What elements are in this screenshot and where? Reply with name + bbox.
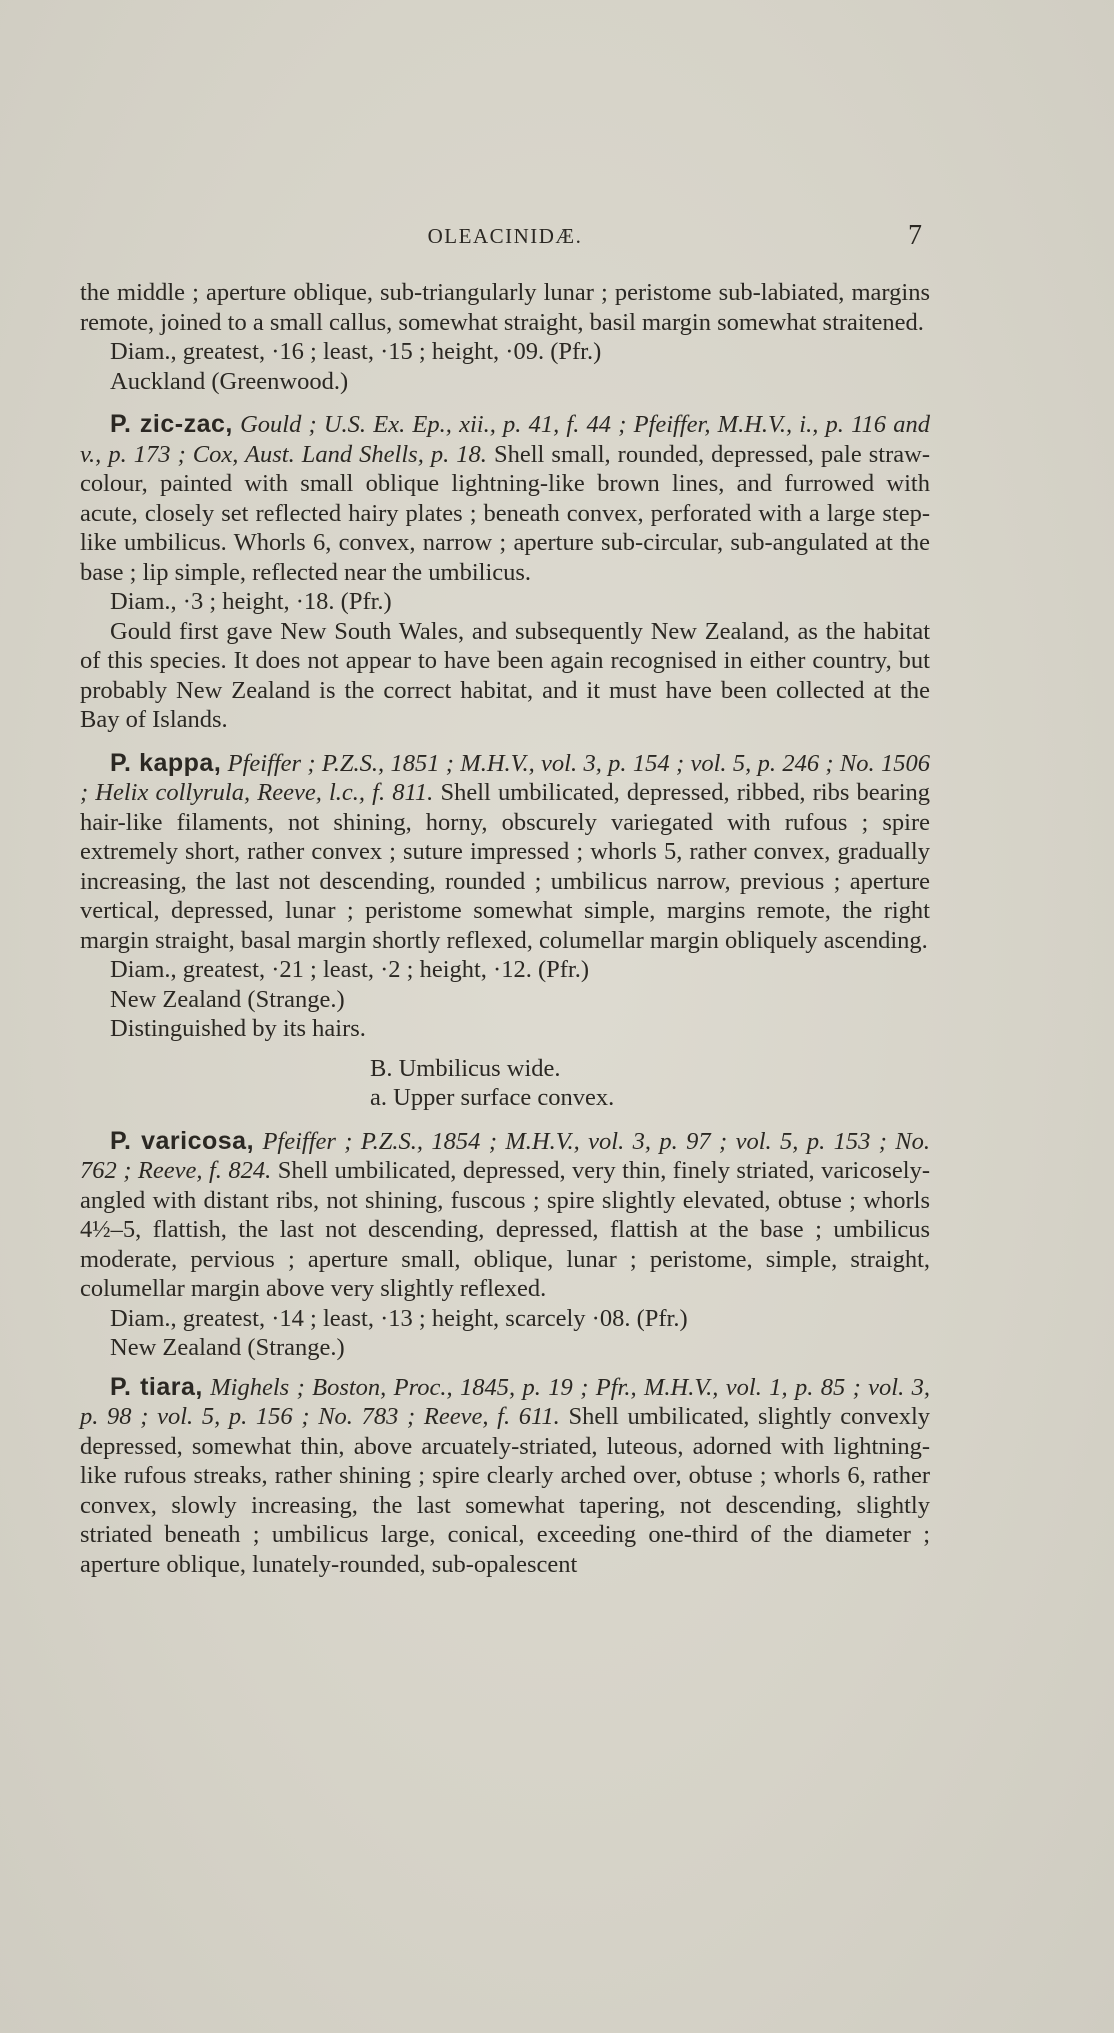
entry-varicosa	[80, 1127, 930, 1304]
page-header	[80, 220, 930, 260]
section-heading-a: a. Upper surface convex.	[370, 1084, 615, 1111]
species-description: Shell small, rounded, depressed, pale straw-colour, painted with small oblique lightning-like brown lines, and furrowed with acute, closely set reflected hairy plates ; beneath convex, perforated with a large step-like umbilicus. Whorls 6, convex, narrow ; aperture sub-circular, sub-angulated at the base ; lip simple, reflected near the umbilicus.	[80, 440, 931, 586]
kappa-note: Distinguished by its hairs.	[110, 1015, 366, 1042]
running-head: OLEACINIDÆ.	[427, 224, 583, 248]
zic-zac-note: Gould first gave New South Wales, and subsequently New Zealand, as the habitat of this species. It does not appear to have been again recognised in either country, but probably New Zealand is the correct habitat, and it must have been collected at the Bay of Islands.	[80, 617, 930, 733]
kappa-locality: New Zealand (Strange.)	[110, 985, 345, 1013]
species-name: P. zic-zac,	[110, 410, 233, 438]
varicosa-diameter: Diam., greatest, ·14 ; least, ·13 ; height, scarcely ·08. (Pfr.)	[110, 1304, 688, 1332]
kappa-diameter: Diam., greatest, ·21 ; least, ·2 ; height, ·12. (Pfr.)	[110, 956, 589, 983]
species-reference: Mighels ; Boston, Proc., 1845, p. 19 ; Pfr., M.H.V., vol. 1, p. 85 ; vol. 3, p. 98 ; vol. 5, p. 156 ; No. 783 ; Reeve, f. 611.	[80, 1373, 930, 1430]
species-reference: Pfeiffer ; P.Z.S., 1851 ; M.H.V., vol. 3, p. 154 ; vol. 5, p. 246 ; No. 1506 ; Helix collyrula, Reeve, l.c., f. 811.	[80, 749, 930, 806]
carryover-diameter: Diam., greatest, ·16 ; least, ·15 ; height, ·09. (Pfr.)	[110, 338, 602, 365]
species-name: P. kappa,	[110, 748, 222, 777]
entry-kappa	[80, 749, 930, 956]
carryover-locality: Auckland (Greenwood.)	[110, 367, 349, 395]
section-heading-b: B. Umbilicus wide.	[370, 1054, 561, 1082]
entry-tiara	[80, 1373, 930, 1580]
species-name: P. tiara,	[110, 1372, 203, 1401]
entry-zic-zac	[80, 410, 930, 587]
page-number: 7	[908, 220, 922, 251]
varicosa-locality: New Zealand (Strange.)	[110, 1334, 345, 1361]
species-description: Shell umbilicated, slightly convexly depressed, somewhat thin, above arcuately-striated, luteous, adorned with lightning-like rufous streaks, rather shining ; spire clearly arched over, obtuse ; whorls 6, rather convex, slowly increasing, the last somewhat tapering, not descending, slightly striated beneath ; umbilicus large, conical, exceeding one-third of the diameter ; aperture oblique, lunately-rounded, sub-opalescent	[80, 1403, 931, 1578]
species-reference: Gould ; U.S. Ex. Ep., xii., p. 41, f. 44 ; Pfeiffer, M.H.V., i., p. 116 and v., p. 173 ; Cox, Aust. Land Shells, p. 18.	[80, 411, 930, 468]
body-text	[80, 278, 930, 1579]
species-description: Shell umbilicated, depressed, ribbed, ribs bearing hair-like filaments, not shining, horny, obscurely variegated with rufous ; spire extremely short, rather convex ; suture impressed ; whorls 5, rather convex, gradually increasing, the last not descending, rounded ; umbilicus narrow, previous ; aperture vertical, depressed, lunar ; peristome somewhat simple, margins remote, the right margin straight, basal margin shortly reflexed, columellar margin obliquely ascending.	[80, 779, 930, 954]
species-name: P. varicosa,	[110, 1126, 255, 1155]
carryover-paragraph: the middle ; aperture oblique, sub-triangularly lunar ; peristome sub-labiated, margins remote, joined to a small callus, somewhat straight, basil margin somewhat straitened.	[80, 279, 930, 336]
species-reference: Pfeiffer ; P.Z.S., 1854 ; M.H.V., vol. 3, p. 97 ; vol. 5, p. 153 ; No. 762 ; Reeve, f. 824.	[80, 1127, 930, 1184]
zic-zac-diameter: Diam., ·3 ; height, ·18. (Pfr.)	[110, 588, 392, 615]
species-description: Shell umbilicated, depressed, very thin, finely striated, varicosely-angled with distant ribs, not shining, fuscous ; spire slightly elevated, obtuse ; whorls 4½–5, flattish, the last not descending, depressed, flattish at the base ; umbilicus moderate, pervious ; aperture small, oblique, lunar ; peristome, simple, straight, columellar margin above very slightly reflexed.	[80, 1157, 930, 1302]
